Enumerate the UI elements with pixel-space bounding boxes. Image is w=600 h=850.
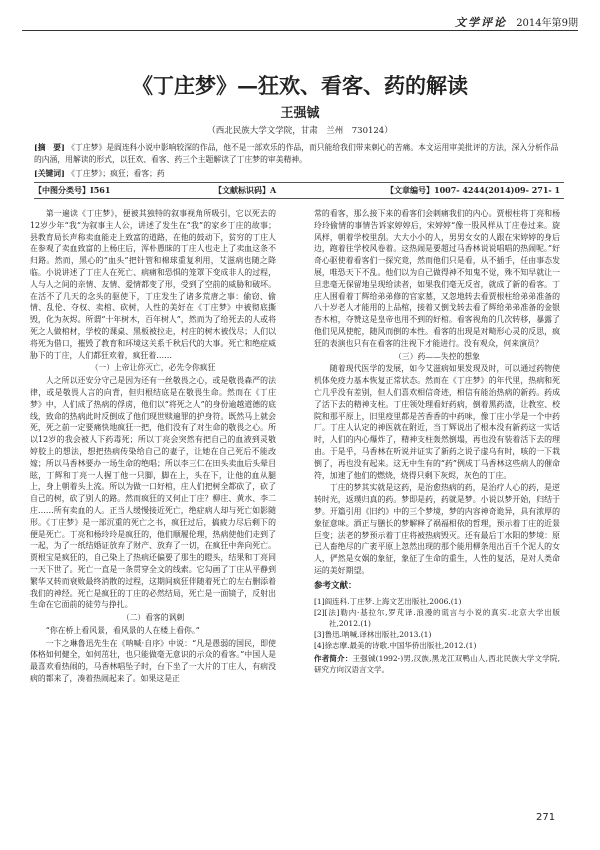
reference-item: [2][法]勒内·基拉尔,罗芃译.浪漫的谎言与小说的真实.北京大学出版社,2012.(1) bbox=[314, 607, 560, 628]
paragraph: 随着现代医学的发展，如今艾滋病如果发现及时，可以通过药物使机体免疫力基本恢复正常状态。然而在《丁庄梦》的年代里，热病和死亡几乎没有差别，但人们喜欢相信奇迹，相信有能治热病的新药。药成了活下去的精神支柱。丁庄领处理看好药病，倒着黑药渣，让教室、校院和那平原上，旧里疫里都是苦香香的中药味，像丁庄小学是一个中药厂。丁庄人认定的神医就在附近，当丁辉说出了根本没有新药这一实话时，人们的内心爆炸了，精神支柱轰然倒塌，再也没有装着活下去的理由。于是乎，马香林在听说并证实了新药之说子虚乌有时，咳的一下栽倒了，再也没有起来。这无中生有的“药”例成丁马香林这些病人的催命符，加速了他们的燃烧，烧得只剩下灰烬，灰色的丁庄。 bbox=[314, 364, 560, 480]
keywords-label: [关键词] bbox=[34, 169, 65, 178]
author-bio bbox=[314, 653, 560, 675]
section-heading: （三）药——失控的想象 bbox=[394, 351, 480, 361]
reference-item: [4]徐志摩.最美的诗歌.中国华侨出版社,2012.(1) bbox=[314, 640, 477, 650]
abstract-text: 《丁庄梦》是阎连科小说中影响较深的作品，他不是一部欢乐的作品，而只能给我们带来刺心的苦痛。本文运用审美批评的方法，深入分析作品的内涵，用解读的形式，以狂欢、看客、药三个主题解读了丁庄梦的审美精神。 bbox=[34, 143, 559, 164]
body-column-left bbox=[30, 208, 276, 686]
epigraph: “你在桥上看风景，看风景的人在楼上看你。” bbox=[45, 625, 200, 635]
section-heading: （一）上帝让你灭亡，必先令你疯狂 bbox=[90, 363, 216, 373]
author-bio-label: 作者简介： bbox=[314, 653, 353, 663]
clc-code: 【中图分类号】I561 bbox=[34, 185, 111, 195]
running-header bbox=[22, 14, 578, 28]
article-title: 《丁庄梦》—狂欢、看客、药的解读 bbox=[132, 73, 468, 98]
page-number: 271 bbox=[536, 812, 556, 823]
journal-info bbox=[455, 14, 578, 30]
keywords bbox=[34, 168, 564, 179]
paragraph: 常的看客，那么接下来的看客们会刺痛我们的内心。贾根柱将丁亮和杨玲玲偷情的事情告诉家婷婷后，宋婷婷“像一股风样从丁庄卷过来。旋风样，朝着学校里刮。大大小小的人，男男女女的人跟在宋婷婷的身后边，跑着往学校风卷着。这热闹是要超过马香林说说唱唱的热闹呢。”好奇心驱使着看客们一探究竟，然而他们只是看，从不插手，任由事态发展，唯恐天下不乱。他们以为自己做得神不知鬼不觉，殊不知早就让一旦悲毫无保留地呈现给读者，如果我们毫无反省，就成了新的看客。丁庄人围看着丁辉给弟弟修的官家墓，又忽地转去看贾根柱给弟弟准备的八十岁老人才能用的上品棺，接着又倒戈转去看了辉给弟弟准备的金银杏木棺，夺赞这是皇帝也用不到的好棺。看客视角的几次转移，暴露了他们见风使舵，随风而倒的本性。看客的出现是对畸形心灵的反思，疯狂的表演也只有在看客的注视下才能进行。没有观众，何来演员？ bbox=[314, 209, 560, 348]
paragraph: 丁庄的梦其实就是这药，是治愈热病的药，是治疗人心的药，是逆转时光，返璞归真的药。梦即是药，药就是梦。小说以梦开始，归结于梦。开篇引用《旧约》中的三个梦境，梦的内容神奇诡异，具有浓厚的象征意味。酒正与膳长的梦解释了祸福相依的哲理，预示着丁庄的近景巨变；法老的梦预示着丁庄将被热病毁灭。还有最后丁水阳的梦境：原已人畜绝尽的广袤平原上忽然出现的那个能用柳条甩出百千个泥人的女人，俨然是女娲的象征，象征了生命的重生，人性的复活，是对人类命运的美好期望。 bbox=[314, 483, 560, 575]
reference-item: [1]阎连科.丁庄梦.上海文艺出版社,2006.(1) bbox=[314, 596, 462, 606]
article-author: 王强铖 bbox=[280, 106, 320, 121]
author-bio-text: 王强铖(1992-)男,汉族,黑龙江双鸭山人,西北民族大学文学院,研究方向汉语言文学。 bbox=[314, 653, 560, 674]
classification-codes bbox=[34, 182, 564, 199]
header-rule bbox=[22, 30, 578, 31]
paragraph: 人之所以还安分守己是因为还有一丝敬畏之心，或是敬畏森严的法律，或是敬畏人言的向背，但归根结底是在敬畏生命。然而在《丁庄梦》中，人们成了热病的俘虏，他们以“将死之人”的身份逾越道德的底线，致命的热病此时反倒成了他们现世赎遍罪的护身符。既然马上就会死，死之前一定要痛快地疯狂一把，他们没有了对生命的敬畏之心。所以12岁的我会被人下药毒死；所以丁亮会突然有把自己的血液到灵敬婷胶上的想法，想把热病传染给自己的妻子，让她在自己死后不能改嫁；所以马香林要办一场生命的绝唱；所以李三仁在田头卖血后头晕目眩，丁辉和丁亮一人握丁他一只脚，脚在上，头在下，让他的血从腿上，身上朝着头上流。所以为做一口好棺，庄人们把树全都砍了，砍了自己的树，砍了别人的路。然而疯狂的又何止丁庄？柳庄、黄水、李二庄……所有卖血的人。正当人缓慢接近死亡，绝症病人却与死亡如影随形。《丁庄梦》是一部沉重的死亡之书，疯狂过后，搞疲力尽后剩下的便是死亡。丁亮和杨玲玲是疯狂的，他们顺履伦理，热病使他们走到了一起，为了一纸结婚证放弃了财产、放弃了一切，在疯狂中奔向死亡。贾根宝是疯狂的，自己染上了热病还偏要了那生的瞪头，结果和丁亮同一天下世了。死亡一直是一条贯穿全文的线索。它勾画了丁庄从平静到繁华又转而衰败最终消散的过程，这期间疯狂伴随着死亡的左右删添着我们的神经。死亡是疯狂的丁庄的必然结局，死亡是一面镜子，反射出生命在它面前的徒劳与挣扎。 bbox=[30, 376, 276, 610]
reference-item: [3]鲁迅.呐喊.译林出版社,2013.(1) bbox=[314, 629, 432, 639]
author-affiliation: （西北民族大学文学院，甘肃 兰州 730124） bbox=[207, 126, 393, 136]
article-code: 【文章编号】1007- 4244(2014)09- 271- 1 bbox=[386, 185, 561, 195]
body-column-right bbox=[314, 208, 560, 675]
references-heading: 参考文献： bbox=[314, 580, 357, 591]
keywords-text: 《丁庄梦》；疯狂；看客；药 bbox=[67, 169, 165, 178]
paragraph: 一卞之琳鲁迅先生在《呐喊·自序》中说：“凡是愚弱的国民，即使体格如何健全，如何茁壮，也只能做毫无意识的示众的看客。”中国人是最喜欢看热闹的，马香林唱坠子时，台下坐了一大片的丁庄人，有病没病的都来了，凑着热闹起来了。如果这是正 bbox=[30, 638, 276, 684]
paragraph: 第一遍读《丁庄梦》，便被其独特的叙事视角所吸引，它以死去的12岁少年“我”为叙事主人公，讲述了发生在“我”的家乡丁庄的故事；县教育局长声称卖血能走上致富的道路，在他的鼓动下，贫穷的丁庄人在参观了卖血致富的上杨庄后，浑朴愚昧的丁庄人也走上了卖血这条不归路。然而，黑心的“血头”把针管和棉球重复利用，艾滋病也随之降临。小说讲述了丁庄人在死亡、病痛和恐惧的笼罩下变成非人的过程，人与人之间的亲情、友情、爱情都变了形，受到了空前的威胁和破坏。在活不了几天的念头的驱使下，丁庄发生了诸多荒唐之事：偷窃、偷情、乱伦、夺权、卖棺、砍树，人性的美好在《丁庄梦》中被彻底撕毁，化为灰烬。所谓“十年树木，百年树人”，然而为了给死去的人或将死之人做棺材，学校的课桌、黑板被拉走，村庄的树木被伐尽；人们以将死为借口，摧毁了教育和环境这关系千秋后代的大事。死亡和绝症威胁下的丁庄，人们都狂欢着，疯狂着…… bbox=[30, 209, 276, 360]
section-heading: （二）看客的讽刺 bbox=[121, 613, 185, 623]
doc-code: 【文献标识码】A bbox=[214, 185, 277, 195]
issue-label: 2014年第9期 bbox=[516, 18, 578, 29]
abstract-label: [摘 要] bbox=[34, 143, 65, 152]
abstract bbox=[34, 142, 564, 166]
journal-name: 文学评论 bbox=[455, 16, 507, 29]
